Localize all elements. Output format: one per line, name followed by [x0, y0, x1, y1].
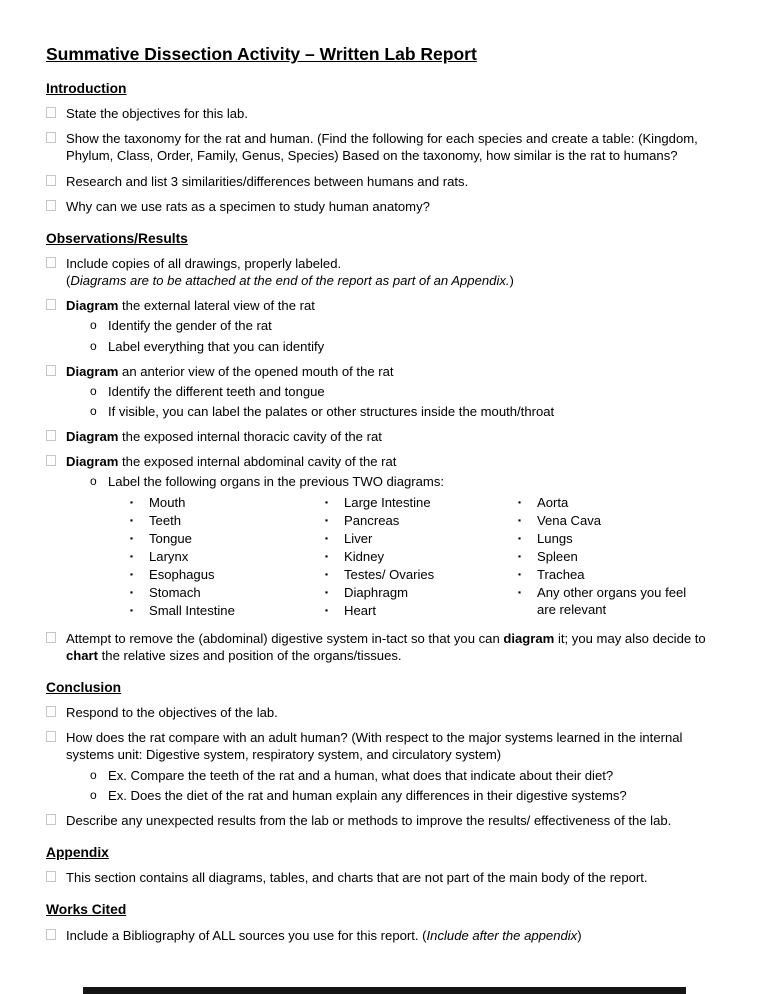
organ-item	[130, 494, 325, 511]
square-bullet: ▪	[130, 569, 134, 580]
organ-label: Any other organs you feel are relevant	[537, 585, 687, 618]
organ-item	[325, 494, 518, 511]
checklist-item	[46, 927, 722, 944]
checklist-item	[46, 255, 722, 289]
square-bullet: ▪	[518, 587, 522, 598]
organ-item	[518, 566, 690, 583]
organ-item	[325, 530, 518, 547]
item-text: Describe any unexpected results from the lab or methods to improve the results/ effectiveness of the lab.	[66, 812, 672, 828]
document-title: Summative Dissection Activity – Written Lab Report	[46, 44, 477, 64]
checkbox[interactable]	[46, 871, 56, 882]
item-text: How does the rat compare with an adult human? (With respect to the major systems learned in the internal systems unit: Digestive system, respiratory system, and circulatory system)	[66, 730, 683, 763]
checklist-item	[46, 297, 722, 354]
square-bullet: ▪	[325, 587, 329, 598]
checkbox[interactable]	[46, 632, 56, 643]
organ-column-2	[325, 494, 518, 621]
organ-item	[325, 584, 518, 601]
section-introduction	[46, 80, 722, 215]
section-heading-conclusion: Conclusion	[46, 679, 122, 695]
organ-column-3	[518, 494, 690, 621]
item-text: Why can we use rats as a specimen to study human anatomy?	[66, 198, 430, 214]
organ-item	[518, 494, 690, 511]
organ-item	[130, 512, 325, 529]
checklist-item	[46, 869, 722, 886]
organ-item	[325, 548, 518, 565]
page-bottom-bar	[83, 987, 686, 994]
square-bullet: ▪	[518, 532, 522, 543]
organ-label: Stomach	[149, 585, 201, 601]
organ-item	[518, 530, 690, 547]
checklist-item	[46, 704, 722, 721]
organ-label: Vena Cava	[537, 512, 602, 528]
checkbox[interactable]	[46, 175, 56, 186]
checkbox[interactable]	[46, 430, 56, 441]
sub-list-item	[90, 403, 722, 420]
sub-list-item	[90, 338, 722, 355]
checkbox[interactable]	[46, 365, 56, 376]
square-bullet: ▪	[325, 514, 329, 525]
checklist-item	[46, 130, 722, 164]
organ-item	[518, 548, 690, 565]
item-text: Show the taxonomy for the rat and human. (Find the following for each species and create a table: (Kingdom, Phylum, Class, Order, Family, Genus, Species) Based on the taxonomy, how similar is the rat to humans?	[66, 131, 698, 164]
checkbox[interactable]	[46, 929, 56, 940]
square-bullet: ▪	[518, 551, 522, 562]
square-bullet: ▪	[130, 587, 134, 598]
item-text: State the objectives for this lab.	[66, 106, 248, 122]
checklist-item	[46, 428, 722, 445]
organ-item	[130, 566, 325, 583]
organ-item	[130, 602, 325, 619]
o-bullet: o	[90, 767, 97, 782]
organ-label: Teeth	[149, 512, 182, 528]
item-text: Diagram the exposed internal thoracic cavity of the rat	[66, 429, 382, 445]
sub-item-text: If visible, you can label the palates or other structures inside the mouth/throat	[108, 404, 555, 420]
o-bullet: o	[90, 383, 97, 398]
sub-item-text: Label the following organs in the previous TWO diagrams:	[108, 474, 445, 490]
checkbox[interactable]	[46, 814, 56, 825]
section-heading-appendix: Appendix	[46, 844, 109, 860]
organ-label: Mouth	[149, 494, 186, 510]
organ-label: Aorta	[537, 494, 569, 510]
square-bullet: ▪	[130, 551, 134, 562]
organ-label: Small Intestine	[149, 603, 235, 619]
square-bullet: ▪	[130, 496, 134, 507]
o-bullet: o	[90, 338, 97, 353]
sub-item-text: Ex. Does the diet of the rat and human explain any differences in their digestive systems?	[108, 787, 627, 803]
checklist-item	[46, 453, 722, 621]
section-heading-introduction: Introduction	[46, 80, 127, 96]
organ-item	[325, 602, 518, 619]
section-heading-works-cited: Works Cited	[46, 902, 127, 918]
organ-label: Heart	[344, 603, 377, 619]
organ-label: Lungs	[537, 530, 573, 546]
section-conclusion	[46, 679, 722, 829]
organ-item	[130, 548, 325, 565]
organ-label: Trachea	[537, 567, 585, 583]
item-text: This section contains all diagrams, tables, and charts that are not part of the main body of the report.	[66, 870, 648, 886]
checklist-item	[46, 105, 722, 122]
o-bullet: o	[90, 404, 97, 419]
organ-label: Spleen	[537, 549, 578, 565]
organ-label: Larynx	[149, 549, 189, 565]
sub-item-text: Label everything that you can identify	[108, 338, 325, 354]
checklist-item	[46, 173, 722, 190]
organ-item	[518, 512, 690, 529]
section-observations	[46, 230, 722, 664]
item-text: Include a Bibliography of ALL sources you use for this report. (Include after the appendix)	[66, 927, 582, 943]
checkbox[interactable]	[46, 257, 56, 268]
square-bullet: ▪	[325, 569, 329, 580]
item-text: Include copies of all drawings, properly labeled.	[66, 256, 342, 272]
sub-item-text: Identify the gender of the rat	[108, 318, 272, 334]
organ-column-1	[130, 494, 325, 621]
o-bullet: o	[90, 787, 97, 802]
organ-label: Esophagus	[149, 567, 215, 583]
item-text: Diagram the external lateral view of the rat	[66, 298, 315, 314]
square-bullet: ▪	[325, 605, 329, 616]
section-works-cited	[46, 901, 722, 943]
checkbox[interactable]	[46, 299, 56, 310]
organ-item	[518, 584, 690, 618]
item-text: Research and list 3 similarities/differences between humans and rats.	[66, 173, 469, 189]
item-text: Diagram the exposed internal abdominal cavity of the rat	[66, 454, 397, 470]
sub-item-text: Ex. Compare the teeth of the rat and a human, what does that indicate about their diet?	[108, 767, 614, 783]
sub-item-text: Identify the different teeth and tongue	[108, 383, 325, 399]
square-bullet: ▪	[325, 496, 329, 507]
checkbox[interactable]	[46, 731, 56, 742]
checkbox[interactable]	[46, 455, 56, 466]
o-bullet: o	[90, 474, 97, 489]
item-text: Attempt to remove the (abdominal) digestive system in-tact so that you can diagram it; you may also decide to chart the relative sizes and position of the organs/tissues.	[66, 630, 706, 663]
organ-columns	[130, 494, 722, 621]
square-bullet: ▪	[325, 532, 329, 543]
organ-label: Diaphragm	[344, 585, 409, 601]
organ-label: Tongue	[149, 530, 192, 546]
checkbox[interactable]	[46, 200, 56, 211]
organ-label: Pancreas	[344, 512, 400, 528]
checklist-item	[46, 729, 722, 804]
organ-item	[130, 530, 325, 547]
checklist-item	[46, 812, 722, 829]
square-bullet: ▪	[130, 514, 134, 525]
sub-list-item	[90, 383, 722, 400]
item-text-continued: (Diagrams are to be attached at the end of the report as part of an Appendix.)	[66, 273, 514, 289]
o-bullet: o	[90, 318, 97, 333]
sub-list-item	[90, 473, 722, 490]
sub-list-item	[90, 317, 722, 334]
item-text: Diagram an anterior view of the opened mouth of the rat	[66, 363, 394, 379]
organ-label: Kidney	[344, 549, 385, 565]
square-bullet: ▪	[518, 514, 522, 525]
checkbox[interactable]	[46, 132, 56, 143]
organ-item	[325, 512, 518, 529]
checklist-item	[46, 198, 722, 215]
organ-label: Liver	[344, 530, 373, 546]
section-heading-observations: Observations/Results	[46, 230, 188, 246]
section-appendix	[46, 844, 722, 886]
square-bullet: ▪	[518, 569, 522, 580]
square-bullet: ▪	[130, 532, 134, 543]
checklist-item	[46, 363, 722, 420]
organ-item	[325, 566, 518, 583]
organ-label: Large Intestine	[344, 494, 431, 510]
item-text: Respond to the objectives of the lab.	[66, 705, 278, 721]
organ-label: Testes/ Ovaries	[344, 567, 435, 583]
square-bullet: ▪	[130, 605, 134, 616]
organ-item	[130, 584, 325, 601]
sub-list-item	[90, 787, 722, 804]
square-bullet: ▪	[325, 551, 329, 562]
square-bullet: ▪	[518, 496, 522, 507]
checkbox[interactable]	[46, 107, 56, 118]
sub-list-item	[90, 767, 722, 784]
checklist-item	[46, 630, 722, 664]
checkbox[interactable]	[46, 706, 56, 717]
